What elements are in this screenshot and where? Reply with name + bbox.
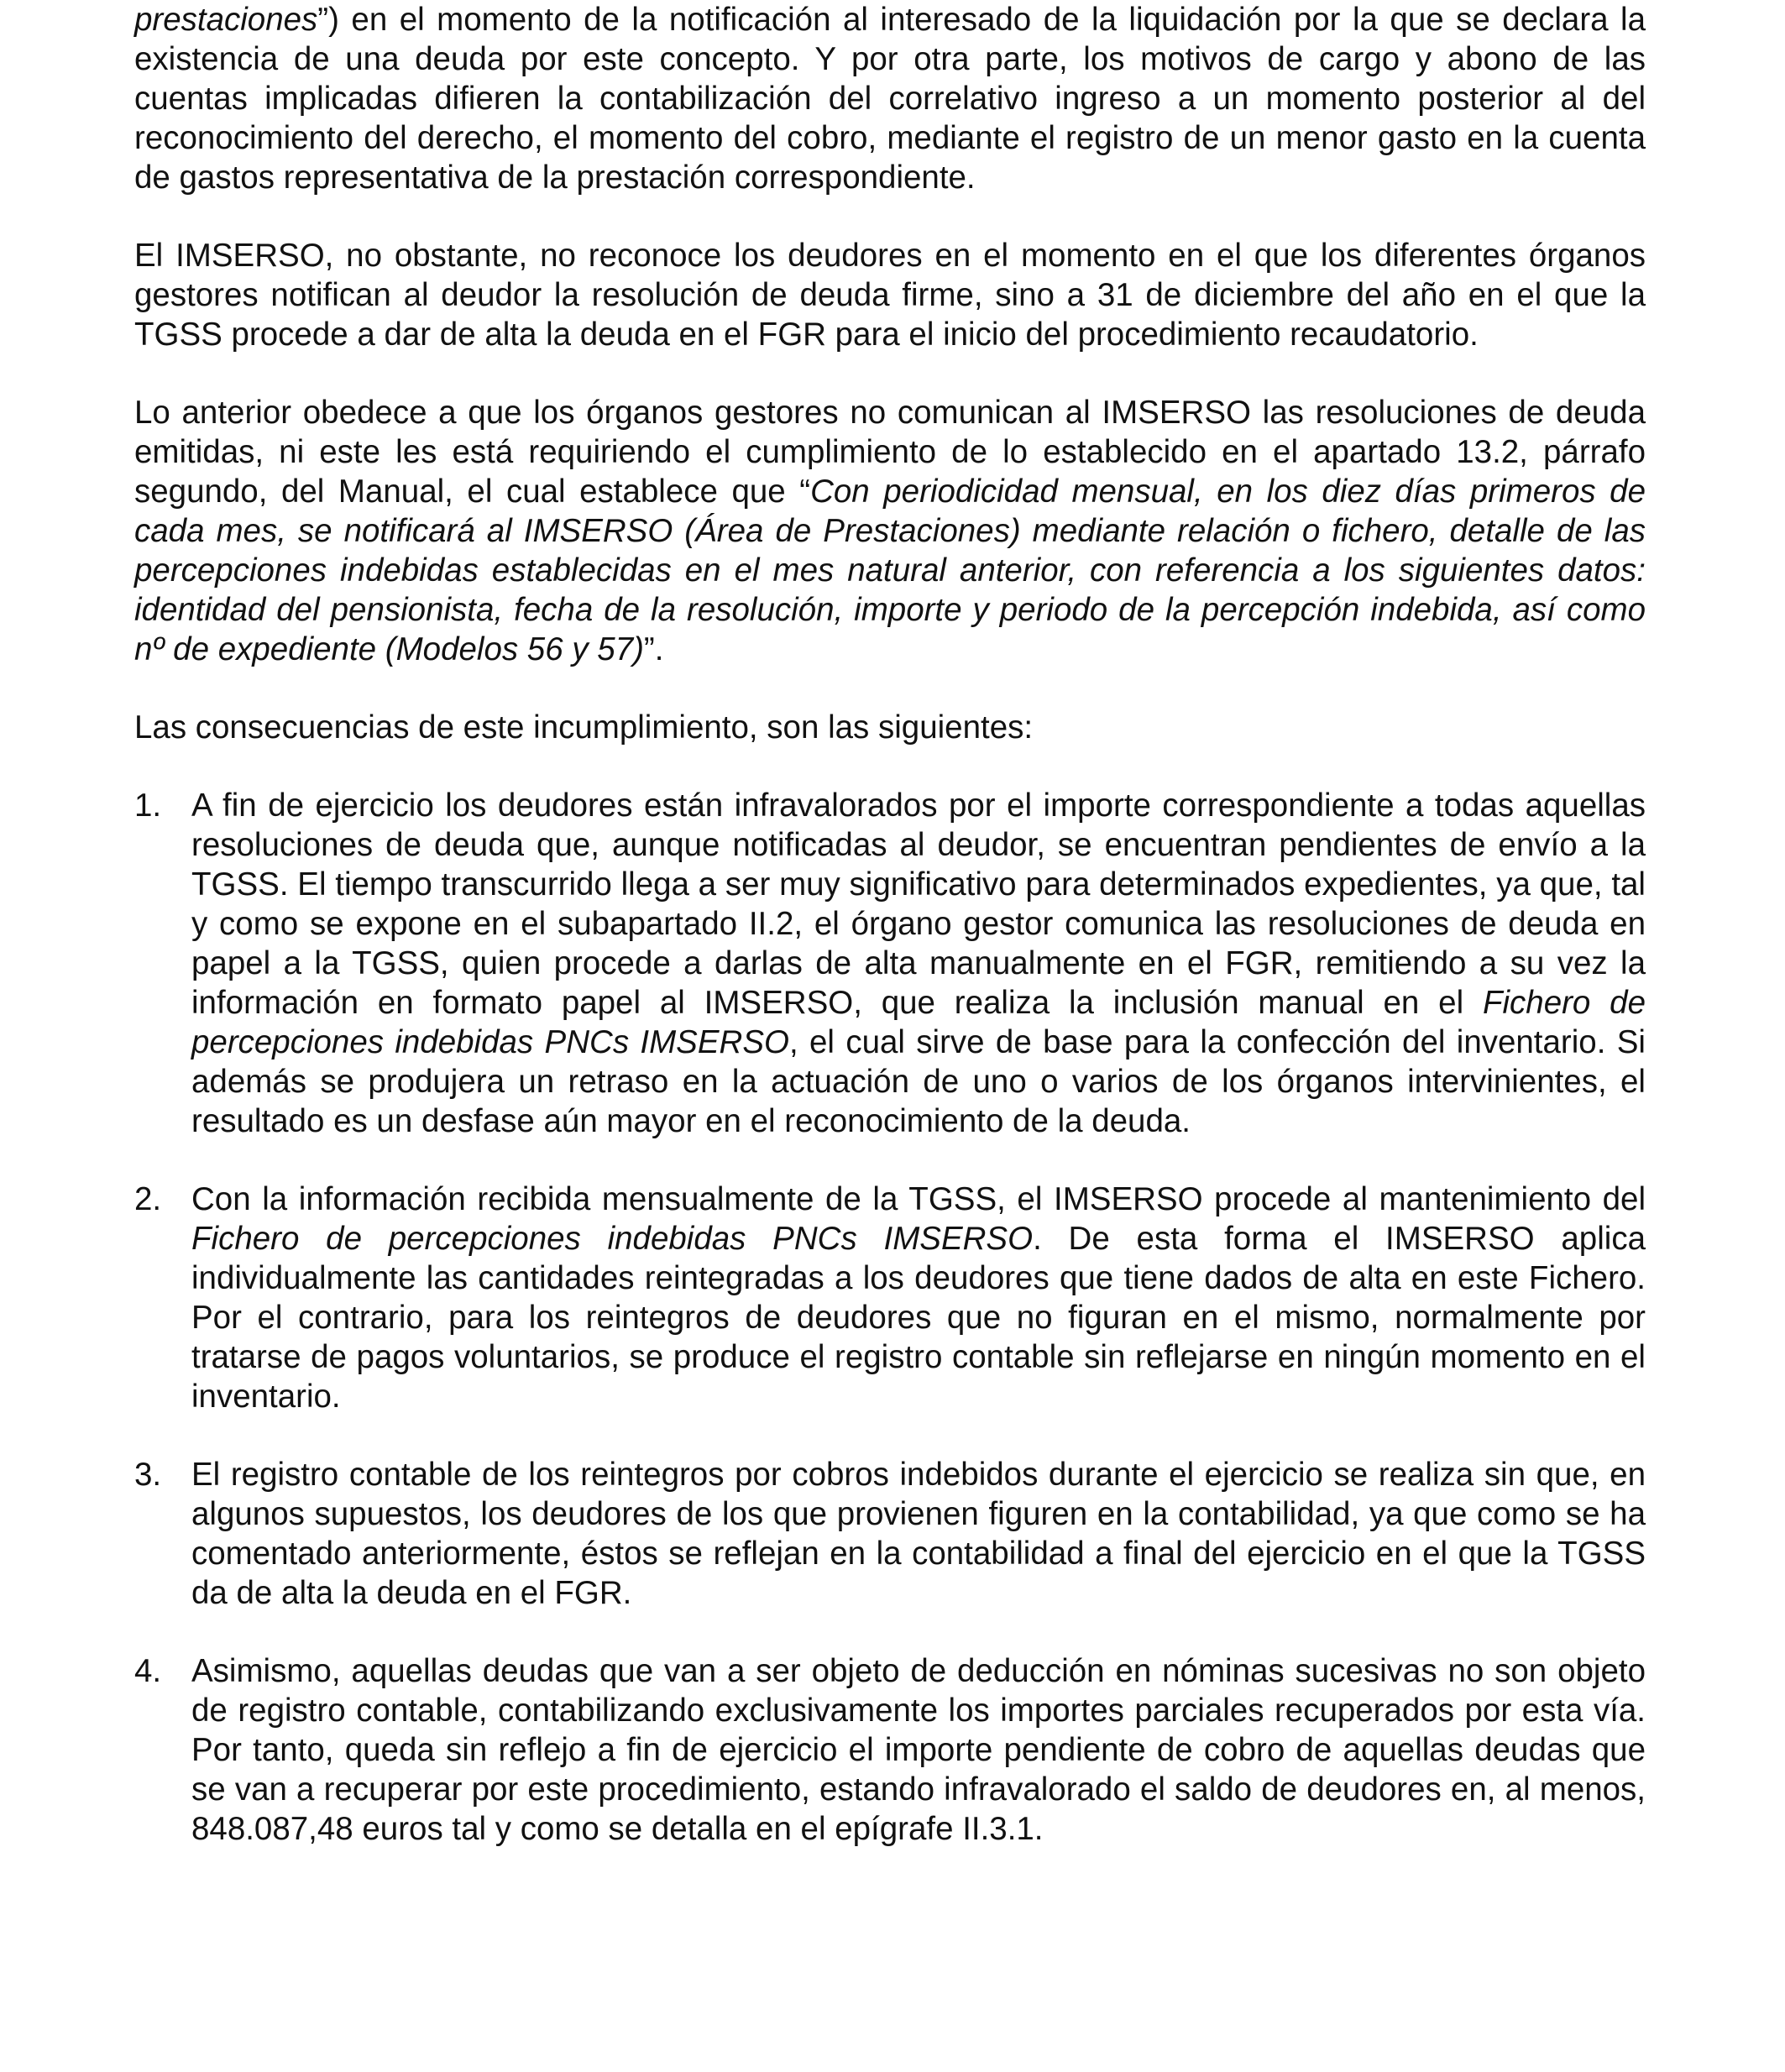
list-item-text: El registro contable de los reintegros por cobros indebidos durante el ejercicio se realiza sin que, en algunos supuestos, los deudores de los que provienen figuren en la contabilidad, ya que como se ha comentado anteriormente, éstos se reflejan en la contabilidad a final del ejercicio en el que la TGSS da de alta la deuda en el FGR. [191,1457,1646,1611]
paragraph-manual-quote: Con periodicidad mensual, en los diez días primeros de cada mes, se notificará al IMSERSO (Área de Prestaciones) mediante relación o fichero, detalle de las percepciones indebidas establecidas en el mes natural anterior, con referencia a los siguientes datos: identidad del pensionista, fecha de la resolución, importe y periodo de la percepción indebida, así como nº de expediente (Modelos 56 y 57) [134,474,1646,667]
paragraph-liquidation-text: ”) en el momento de la notificación al interesado de la liquidación por la que se declara la existencia de una deuda por este concepto. Y por otra parte, los motivos de cargo y abono de las cuentas implicadas difieren la contabilización del correlativo ingreso a un momento posterior al del reconocimiento del derecho, el momento del cobro, mediante el registro de un menor gasto en la cuenta de gastos representativa de la prestación correspondiente. [134,2,1646,196]
document-page [134,0,1646,1887]
list-item-number: 3. [134,1457,162,1493]
list-item-2-file-name: Fichero de percepciones indebidas PNCs IMSERSO [191,1221,1034,1257]
list-item-1-part-c: , el cual sirve de base para la confección del inventario. Si además se produjera un retraso en la actuación de uno o varios de los órganos intervinientes, el resultado es un desfase aún mayor en el reconocimiento de la deuda. [191,1024,1646,1139]
paragraph-imserso-debtors: El IMSERSO, no obstante, no reconoce los deudores en el momento en el que los diferentes órganos gestores notifican al deudor la resolución de deuda firme, sino a 31 de diciembre del año en el que la TGSS procede a dar de alta la deuda en el FGR para el inicio del procedimiento recaudatorio. [134,238,1646,353]
list-item-text: Asimismo, aquellas deudas que van a ser objeto de deducción en nóminas sucesivas no son objeto de registro contable, contabilizando exclusivamente los importes parciales recuperados por esta vía. Por tanto, queda sin reflejo a fin de ejercicio el importe pendiente de cobro de aquellas deudas que se van a recuperar por este procedimiento, estando infravalorado el saldo de deudores en, al menos, 848.087,48 euros tal y como se detalla en el epígrafe II.3.1. [191,1653,1646,1847]
list-item-number: 2. [134,1181,162,1217]
list-item-1-part-a: A fin de ejercicio los deudores están infravalorados por el importe correspondiente a todas aquellas resoluciones de deuda que, aunque notificadas al deudor, se encuentran pendientes de envío a la TGSS. El tiempo transcurrido llega a ser muy significativo para determinados expedientes, ya que, tal y como se expone en el subapartado II.2, el órgano gestor comunica las resoluciones de deuda en papel a la TGSS, quien procede a darlas de alta manualmente en el FGR, remitiendo a su vez la información en formato papel al IMSERSO, que realiza la inclusión manual en el [191,787,1646,1021]
list-item-text [191,1180,1646,1416]
list-item-1-file-name: Fichero de percepciones indebidas PNCs IMSERSO [191,985,1646,1060]
paragraph-liquidation-italic-start: prestaciones [134,2,318,38]
list-item-2-part-c: . De esta forma el IMSERSO aplica individualmente las cantidades reintegradas a los deudores que tiene dados de alta en este Fichero. Por el contrario, para los reintegros de deudores que no figuran en el mismo, normalmente por tratarse de pagos voluntarios, se produce el registro contable sin reflejarse en ningún momento en el inventario. [191,1221,1646,1415]
list-item-number: 1. [134,787,162,824]
list-item-3 [134,1455,1646,1613]
list-item-2 [134,1180,1646,1416]
paragraph-manual-requirement [134,393,1646,669]
list-item-text [191,786,1646,1141]
paragraph-consequences-intro: Las consecuencias de este incumplimiento, son las siguientes: [134,709,1034,746]
list-item-4 [134,1651,1646,1849]
list-item-1 [134,786,1646,1141]
paragraph-liquidation [134,0,1646,197]
paragraph-manual-intro: Lo anterior obedece a que los órganos gestores no comunican al IMSERSO las resoluciones de deuda emitidas, ni este les está requiriendo el cumplimiento de lo establecido en el apartado 13.2, párrafo segundo, del Manual, el cual establece que “ [134,395,1646,510]
list-item-2-part-a: Con la información recibida mensualmente de la TGSS, el IMSERSO procede al mantenimiento del [191,1181,1646,1217]
paragraph-manual-end: ”. [643,631,664,667]
list-item-number: 4. [134,1653,162,1689]
